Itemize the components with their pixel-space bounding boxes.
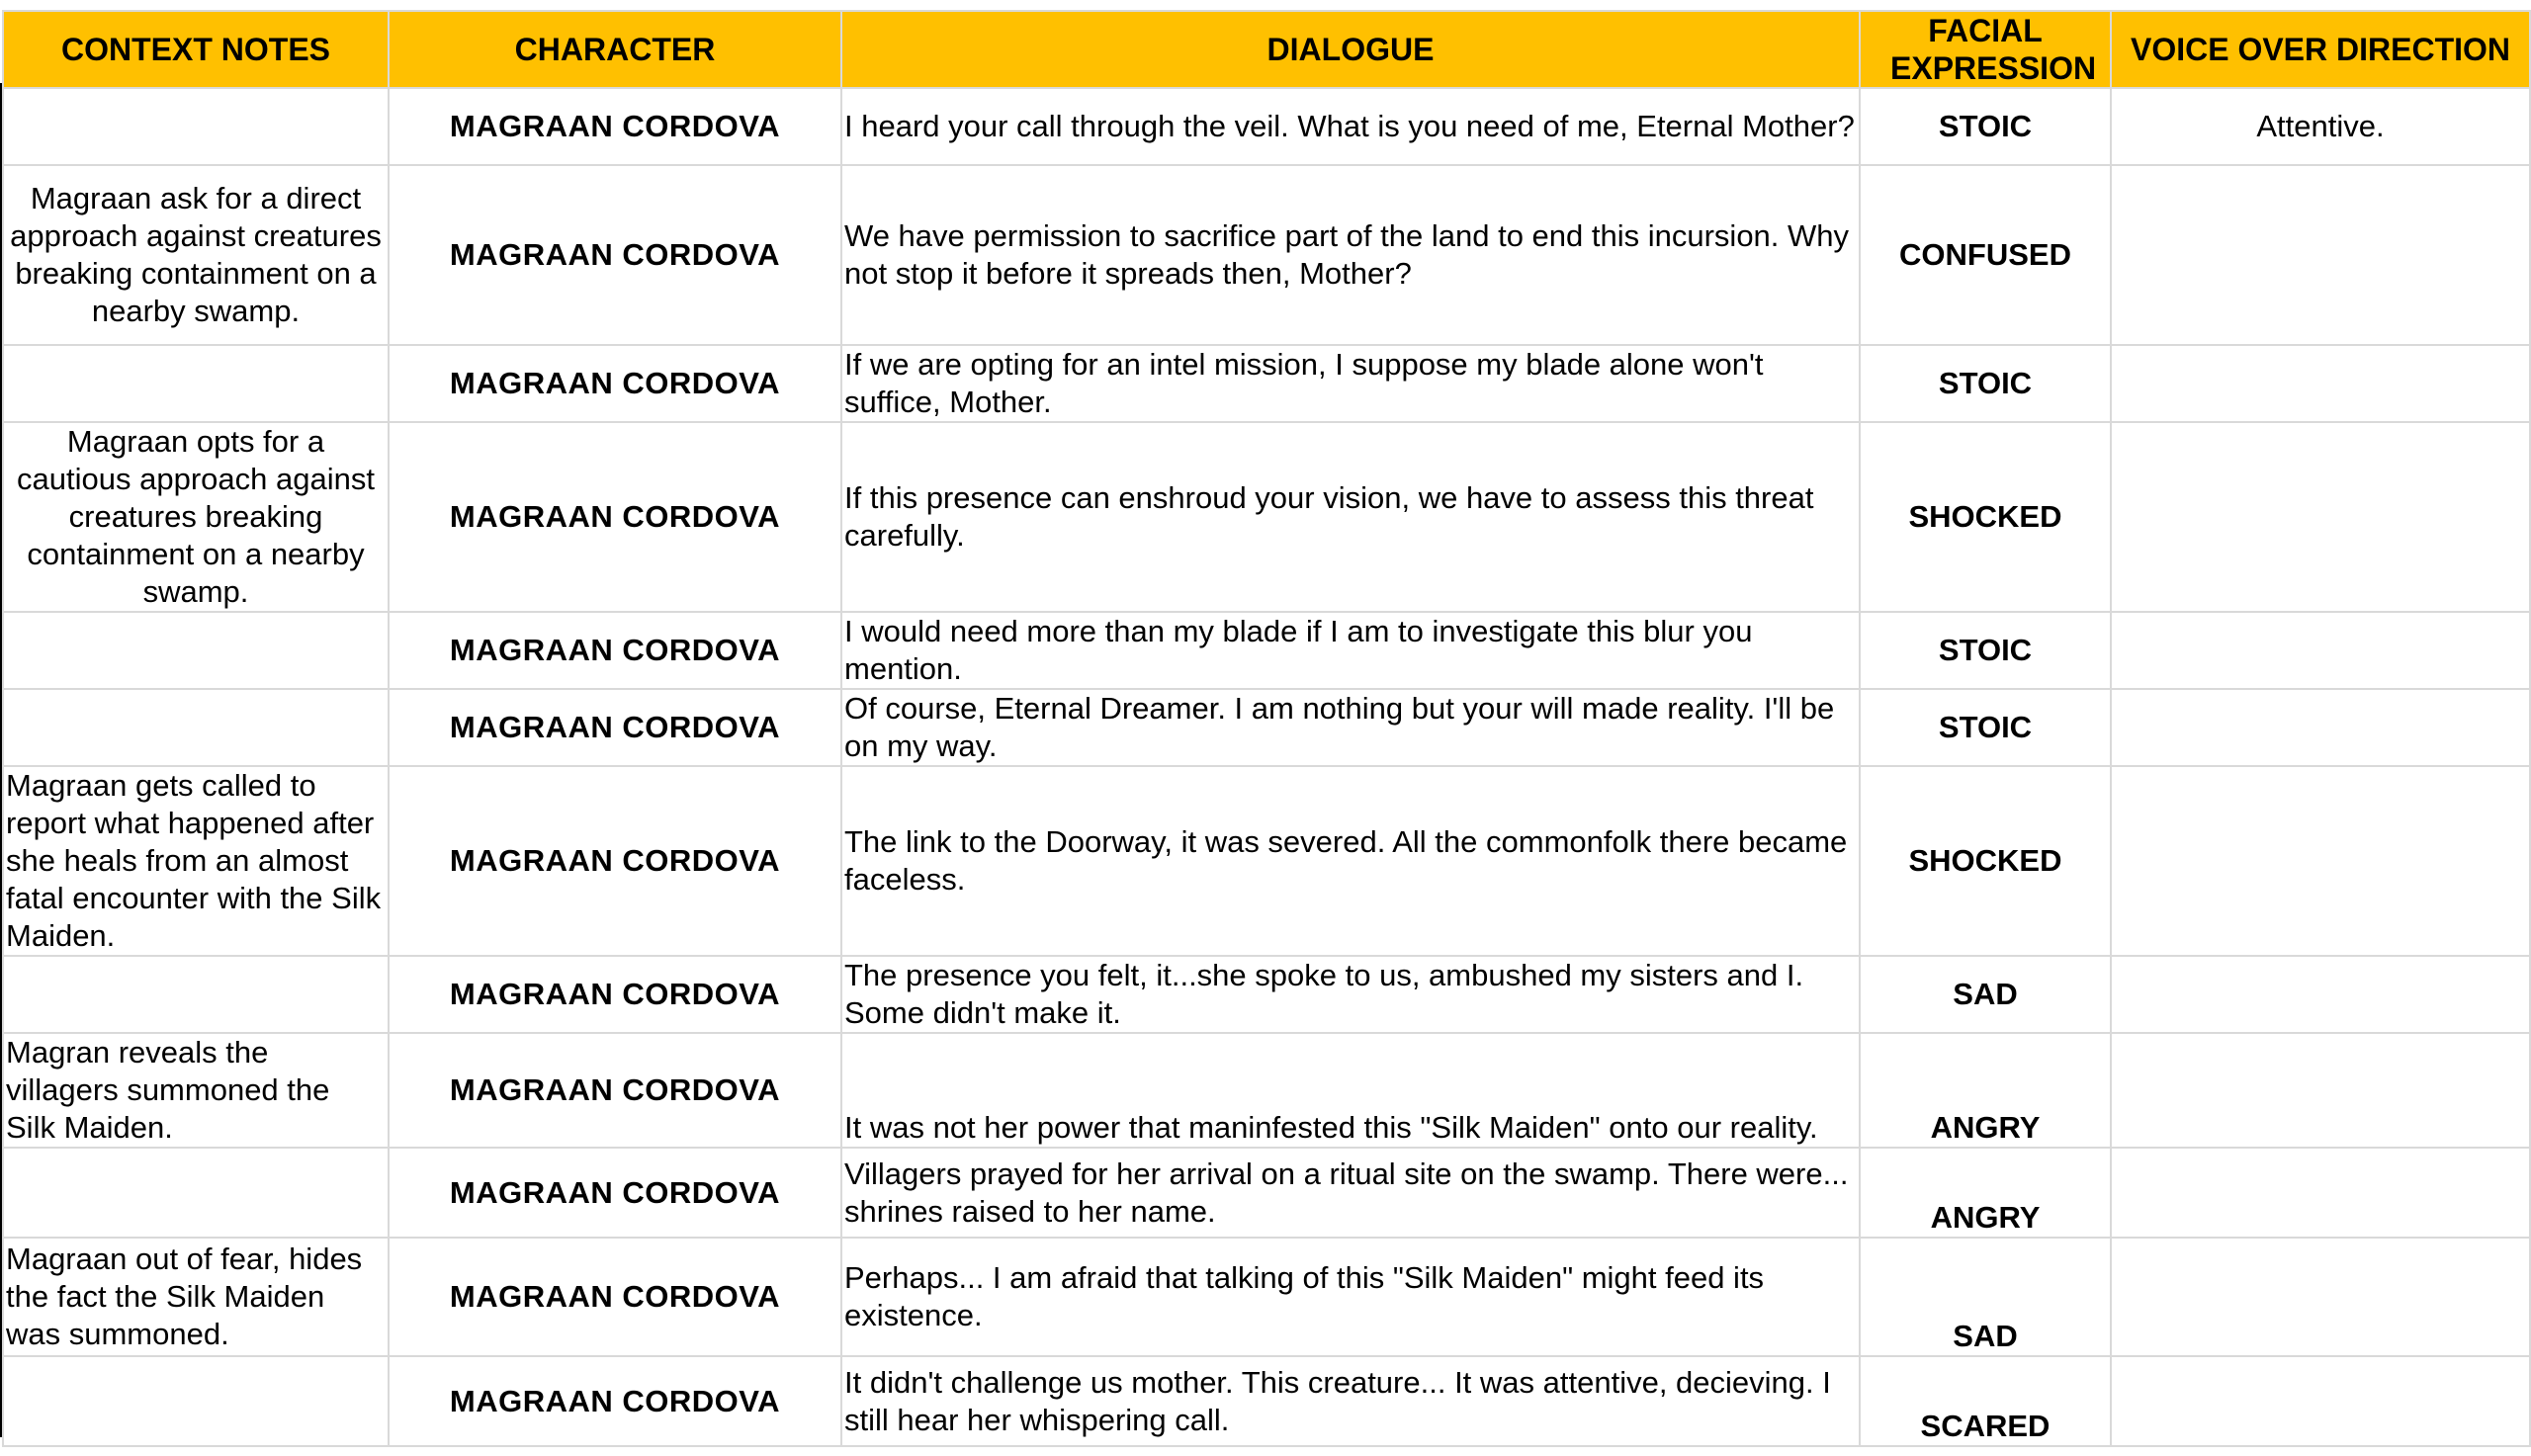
character-cell[interactable]: MAGRAAN CORDOVA — [389, 612, 841, 689]
dialogue-cell[interactable]: We have permission to sacrifice part of the land to end this incursion. Why not stop it before it spreads then, Mother? — [841, 165, 1860, 345]
character-cell[interactable]: MAGRAAN CORDOVA — [389, 1148, 841, 1238]
dialogue-cell[interactable]: Perhaps... I am afraid that talking of this "Silk Maiden" might feed its existence. — [841, 1238, 1860, 1356]
dialogue-cell[interactable]: The presence you felt, it...she spoke to us, ambushed my sisters and I. Some didn't make it. — [841, 956, 1860, 1033]
voice-over-cell[interactable] — [2111, 165, 2530, 345]
dialogue-cell[interactable]: If this presence can enshroud your vision, we have to assess this threat carefully. — [841, 422, 1860, 612]
character-cell[interactable]: MAGRAAN CORDOVA — [389, 345, 841, 422]
dialogue-cell[interactable]: If we are opting for an intel mission, I suppose my blade alone won't suffice, Mother. — [841, 345, 1860, 422]
character-cell[interactable]: MAGRAAN CORDOVA — [389, 689, 841, 766]
voice-over-cell[interactable]: Attentive. — [2111, 88, 2530, 165]
context-cell[interactable] — [3, 1148, 389, 1238]
header-dialogue[interactable]: DIALOGUE — [841, 11, 1860, 88]
table-row — [3, 1148, 2530, 1238]
dialogue-cell[interactable]: It didn't challenge us mother. This creature... It was attentive, decieving. I still hear her whispering call. — [841, 1356, 1860, 1446]
character-cell[interactable]: MAGRAAN CORDOVA — [389, 165, 841, 345]
header-context-notes[interactable]: CONTEXT NOTES — [3, 11, 389, 88]
context-cell[interactable] — [3, 1356, 389, 1446]
expression-cell[interactable]: CONFUSED — [1860, 165, 2111, 345]
expression-cell[interactable]: ANGRY — [1860, 1148, 2111, 1238]
dialogue-cell[interactable]: I heard your call through the veil. What is you need of me, Eternal Mother? — [841, 88, 1860, 165]
table-row — [3, 956, 2530, 1033]
character-cell[interactable]: MAGRAAN CORDOVA — [389, 1356, 841, 1446]
header-row — [3, 11, 2530, 88]
dialogue-table — [2, 10, 2531, 1447]
expression-cell[interactable]: SAD — [1860, 956, 2111, 1033]
context-cell[interactable]: Magran reveals the villagers summoned the Silk Maiden. — [3, 1033, 389, 1148]
dialogue-cell[interactable]: Of course, Eternal Dreamer. I am nothing but your will made reality. I'll be on my way. — [841, 689, 1860, 766]
context-cell[interactable] — [3, 345, 389, 422]
expression-cell[interactable]: STOIC — [1860, 88, 2111, 165]
context-cell[interactable]: Magraan gets called to report what happened after she heals from an almost fatal encounter with the Silk Maiden. — [3, 766, 389, 956]
expression-cell[interactable]: STOIC — [1860, 612, 2111, 689]
table-row — [3, 88, 2530, 165]
dialogue-cell[interactable]: I would need more than my blade if I am to investigate this blur you mention. — [841, 612, 1860, 689]
expression-cell[interactable]: STOIC — [1860, 345, 2111, 422]
expression-cell[interactable]: SHOCKED — [1860, 766, 2111, 956]
table-row — [3, 612, 2530, 689]
context-cell[interactable] — [3, 956, 389, 1033]
voice-over-cell[interactable] — [2111, 1356, 2530, 1446]
voice-over-cell[interactable] — [2111, 345, 2530, 422]
context-cell[interactable]: Magraan ask for a direct approach against creatures breaking containment on a nearby swamp. — [3, 165, 389, 345]
voice-over-cell[interactable] — [2111, 956, 2530, 1033]
character-cell[interactable]: MAGRAAN CORDOVA — [389, 956, 841, 1033]
voice-over-cell[interactable] — [2111, 1033, 2530, 1148]
character-cell[interactable]: MAGRAAN CORDOVA — [389, 1238, 841, 1356]
expression-cell[interactable]: SAD — [1860, 1238, 2111, 1356]
dialogue-cell[interactable]: It was not her power that maninfested this "Silk Maiden" onto our reality. — [841, 1033, 1860, 1148]
context-cell[interactable] — [3, 612, 389, 689]
voice-over-cell[interactable] — [2111, 422, 2530, 612]
character-cell[interactable]: MAGRAAN CORDOVA — [389, 88, 841, 165]
table-row — [3, 345, 2530, 422]
expression-cell[interactable]: SCARED — [1860, 1356, 2111, 1446]
expression-cell[interactable]: SHOCKED — [1860, 422, 2111, 612]
context-cell[interactable] — [3, 689, 389, 766]
character-cell[interactable]: MAGRAAN CORDOVA — [389, 1033, 841, 1148]
character-cell[interactable]: MAGRAAN CORDOVA — [389, 422, 841, 612]
voice-over-cell[interactable] — [2111, 612, 2530, 689]
voice-over-cell[interactable] — [2111, 766, 2530, 956]
expression-cell[interactable]: ANGRY — [1860, 1033, 2111, 1148]
header-character[interactable]: CHARACTER — [389, 11, 841, 88]
header-voice-over-direction[interactable]: VOICE OVER DIRECTION — [2111, 11, 2530, 88]
spreadsheet — [2, 10, 2529, 1447]
table-row — [3, 1238, 2530, 1356]
table-row — [3, 422, 2530, 612]
context-cell[interactable]: Magraan opts for a cautious approach against creatures breaking containment on a nearby swamp. — [3, 422, 389, 612]
table-row — [3, 766, 2530, 956]
dialogue-cell[interactable]: The link to the Doorway, it was severed. All the commonfolk there became faceless. — [841, 766, 1860, 956]
sheet-left-border — [0, 83, 2, 1437]
context-cell[interactable]: Magraan out of fear, hides the fact the Silk Maiden was summoned. — [3, 1238, 389, 1356]
voice-over-cell[interactable] — [2111, 1148, 2530, 1238]
voice-over-cell[interactable] — [2111, 689, 2530, 766]
table-row — [3, 1356, 2530, 1446]
table-row — [3, 689, 2530, 766]
table-row — [3, 165, 2530, 345]
character-cell[interactable]: MAGRAAN CORDOVA — [389, 766, 841, 956]
table-row — [3, 1033, 2530, 1148]
header-facial-expression[interactable]: FACIAL EXPRESSION — [1860, 11, 2111, 88]
context-cell[interactable] — [3, 88, 389, 165]
expression-cell[interactable]: STOIC — [1860, 689, 2111, 766]
voice-over-cell[interactable] — [2111, 1238, 2530, 1356]
dialogue-cell[interactable]: Villagers prayed for her arrival on a ritual site on the swamp. There were... shrines raised to her name. — [841, 1148, 1860, 1238]
